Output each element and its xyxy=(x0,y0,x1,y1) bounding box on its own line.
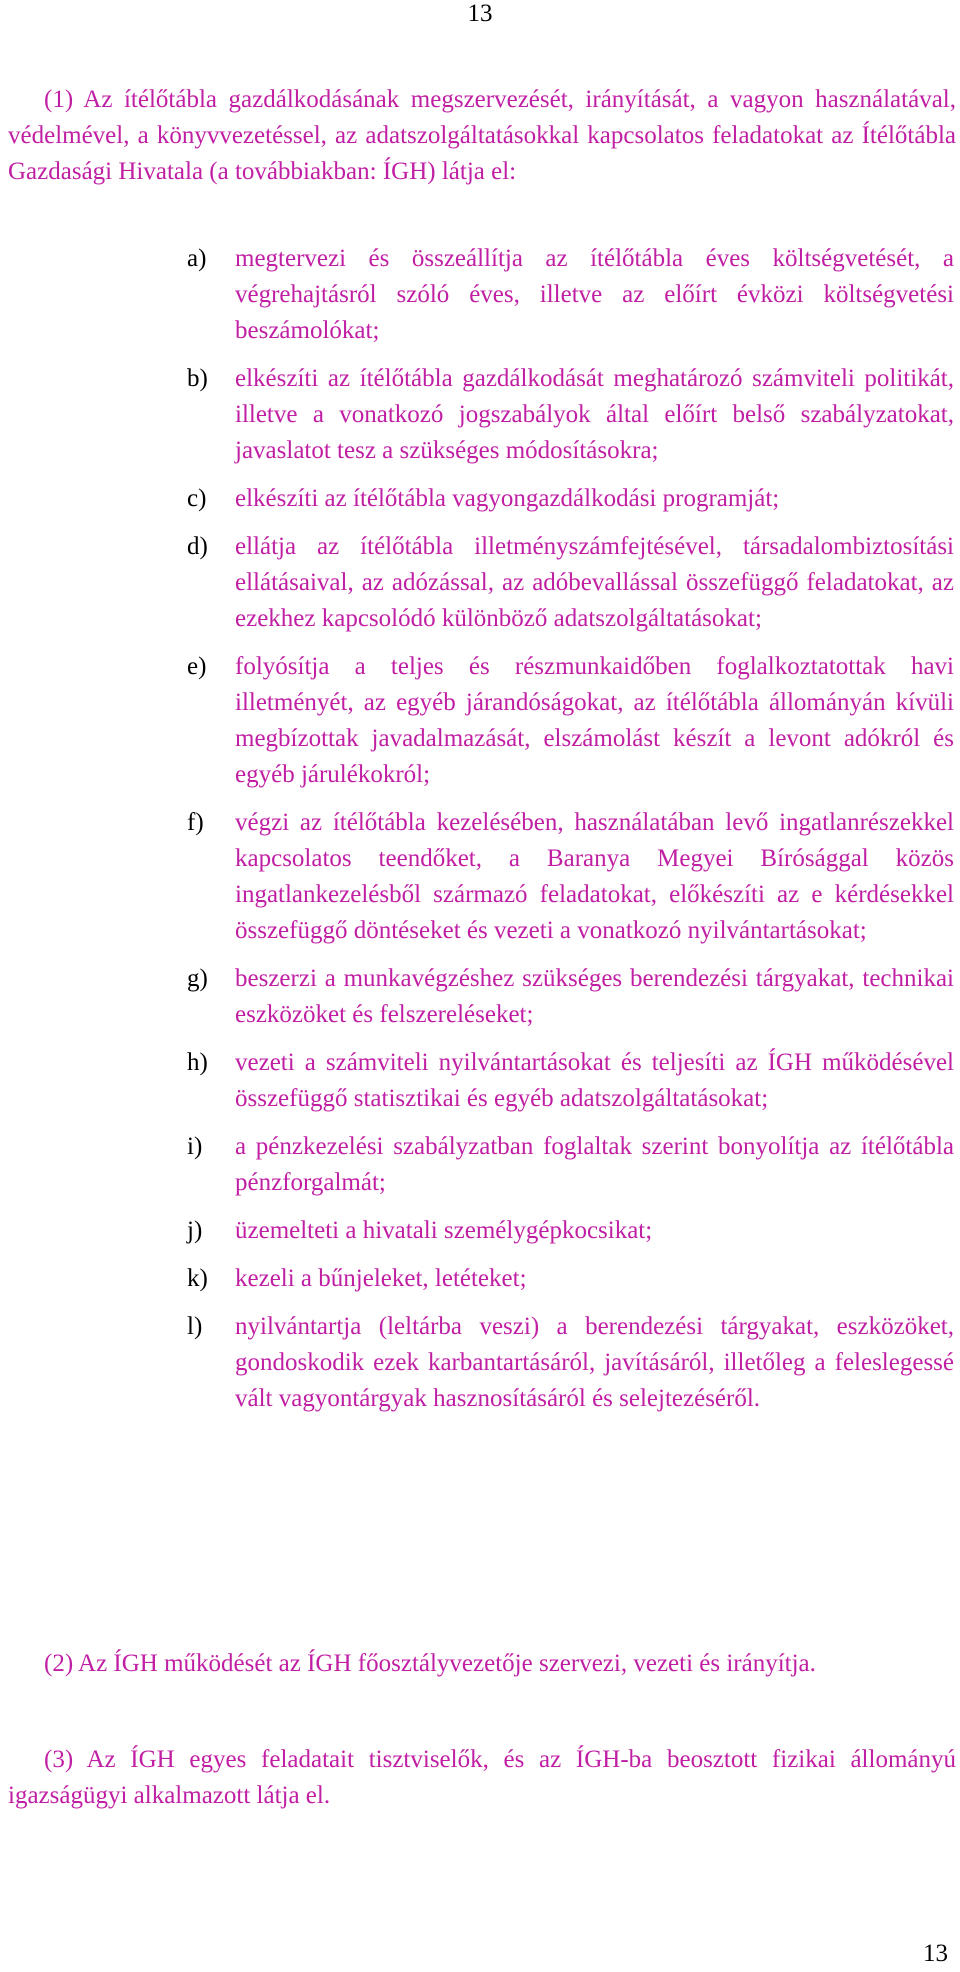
list-item-letter: a) xyxy=(187,245,207,272)
list-item-text: elkészíti az ítélőtábla vagyongazdálkodási programját; xyxy=(235,485,780,512)
section-2-paragraph: (2) Az ÍGH működését az ÍGH főosztályvezetője szervezi, vezeti és irányítja. xyxy=(44,1650,816,1677)
list-item-text: üzemelteti a hivatali személygépkocsikat; xyxy=(235,1217,653,1244)
list-item-letter: h) xyxy=(187,1049,208,1076)
list-item-letter: b) xyxy=(187,365,208,392)
list-item xyxy=(187,361,954,469)
list-item-letter: d) xyxy=(187,533,208,560)
list-item xyxy=(187,961,954,1033)
page-number-bottom: 13 xyxy=(923,1940,948,1967)
list-item xyxy=(187,1261,954,1297)
list-item-letter: i) xyxy=(187,1133,203,1160)
list-item-text: nyilvántartja (leltárba veszi) a berendezési tárgyakat, eszközöket, gondoskodik ezek karbantartásáról, javításáról, illetőleg a feleslegessé vált vagyontárgyak hasznosításáról és selejtezéséről. xyxy=(235,1313,954,1412)
list-item-text: vezeti a számviteli nyilvántartásokat és teljesíti az ÍGH működésével összefüggő statisztikai és egyéb adatszolgáltatásokat; xyxy=(235,1049,954,1112)
list-item xyxy=(187,1129,954,1201)
list-item-text: végzi az ítélőtábla kezelésében, használatában levő ingatlanrészekkel kapcsolatos teendőket, a Baranya Megyei Bírósággal közös ingatlankezelésből származó feladatokat, előkészíti az e kérdésekkel összefüggő döntéseket és vezeti a vonatkozó nyilvántartásokat; xyxy=(235,809,954,944)
list-item-letter: l) xyxy=(187,1313,203,1340)
list-item xyxy=(187,1309,954,1417)
list-item-letter: e) xyxy=(187,653,207,680)
list-item-letter: k) xyxy=(187,1265,208,1292)
section-1-intro-text: (1) Az ítélőtábla gazdálkodásának megszervezését, irányítását, a vagyon használatával, védelmével, a könyvvezetéssel, az adatszolgáltatásokkal kapcsolatos feladatokat az Ítélőtábla Gazdasági Hivatala (a továbbiakban: ÍGH) látja el: xyxy=(8,86,956,185)
list-item-letter: j) xyxy=(187,1217,203,1244)
list-item-letter: c) xyxy=(187,485,207,512)
section-3-paragraph: (3) Az ÍGH egyes feladatait tisztviselők, és az ÍGH-ba beosztott fizikai állományú igazságügyi alkalmazott látja el. xyxy=(8,1746,956,1809)
list-item xyxy=(187,241,954,349)
page-number-top: 13 xyxy=(467,0,493,27)
list-item-text: folyósítja a teljes és részmunkaidőben foglalkoztatottak havi illetményét, az egyéb járandóságokat, az ítélőtábla állományán kívüli megbízottak javadalmazását, elszámolást készít a levont adókról és egyéb járulékokról; xyxy=(235,653,954,788)
task-list xyxy=(187,241,954,1429)
list-item xyxy=(187,529,954,637)
list-item-letter: g) xyxy=(187,965,208,992)
list-item xyxy=(187,481,954,517)
list-item-text: ellátja az ítélőtábla illetményszámfejtésével, társadalombiztosítási ellátásaival, az adózással, az adóbevallással összefüggő feladatokat, az ezekhez kapcsolódó különböző adatszolgáltatásokat; xyxy=(235,533,954,632)
list-item-text: megtervezi és összeállítja az ítélőtábla éves költségvetését, a végrehajtásról szóló éves, illetve az előírt évközi költségvetési beszámolókat; xyxy=(235,245,954,344)
list-item-letter: f) xyxy=(187,809,204,836)
list-item-text: elkészíti az ítélőtábla gazdálkodását meghatározó számviteli politikát, illetve a vonatkozó jogszabályok által előírt belső szabályzatokat, javaslatot tesz a szükséges módosításokra; xyxy=(235,365,954,464)
list-item xyxy=(187,805,954,949)
list-item xyxy=(187,1045,954,1117)
list-item-text: beszerzi a munkavégzéshez szükséges berendezési tárgyakat, technikai eszközöket és felszereléseket; xyxy=(235,965,954,1028)
list-item-text: kezeli a bűnjeleket, letéteket; xyxy=(235,1265,527,1292)
section-1-intro xyxy=(8,82,956,190)
list-item xyxy=(187,1213,954,1249)
list-item xyxy=(187,649,954,793)
list-item-text: a pénzkezelési szabályzatban foglaltak szerint bonyolítja az ítélőtábla pénzforgalmát; xyxy=(235,1133,954,1196)
